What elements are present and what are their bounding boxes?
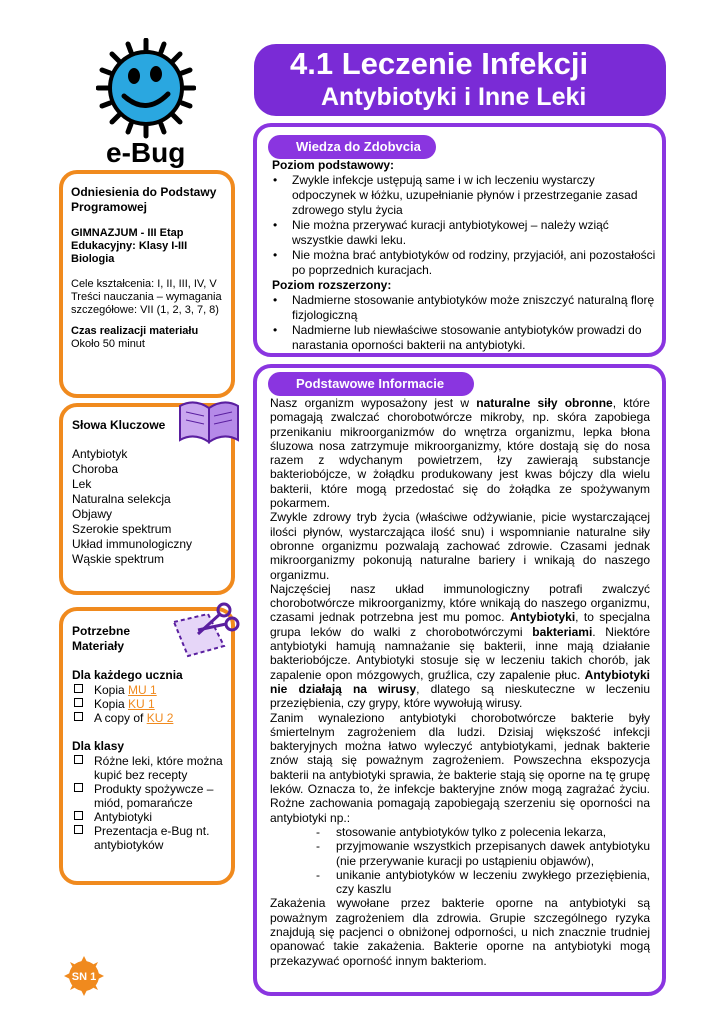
keyword-item: Objawy <box>72 507 113 521</box>
basic-level-label: Poziom podstawowy: <box>272 158 395 172</box>
basic-item: • Nie można brać antybiotyków od rodziny, przyjaciół, ani pozostałości po poprzednich kuracjach. <box>268 248 662 278</box>
class-item: Różne leki, które można kupić bez recepty <box>72 754 228 782</box>
dash-item: - stosowanie antybiotyków tylko z polecenia lekarza, <box>270 825 650 839</box>
info-paragraph: Zanim wynaleziono antybiotyki chorobotwórcze bakterie były śmiertelnym zagrożeniem dla ludzi. Dzisiaj większość infekcji bakteryjnych można łatwo wyleczyć antybiotykami, jednak bakterie znów stają się poważnym zagrożeniem. Powszechna ekspozycja bakterii na antybiotyki sprawia, że bakterie stają się oporne na tę grupę leków. Oznacza to, że infekcje bakteryjne znów mogą zagrażać życiu. Rożne zachowania pomagają zapobiegają szerzeniu się oporności na antybiotyki np.: <box>270 710 650 825</box>
checkbox-icon <box>74 783 83 792</box>
keyword-item: Choroba <box>72 462 119 476</box>
student-heading: Dla każdego ucznia <box>72 668 183 682</box>
ebug-sun-icon <box>96 38 196 168</box>
logo-text: e-Bug <box>106 137 186 168</box>
time-label: Czas realizacji materiału <box>71 325 199 337</box>
curriculum-requirements: Treści nauczania – wymagania szczegółowe: VII (1, 2, 3, 7, 8) <box>71 291 222 316</box>
page-title: 4.1 Leczenie Infekcji <box>290 46 589 81</box>
class-heading: Dla klasy <box>72 739 125 753</box>
student-item: A copy of KU 2 <box>72 711 228 725</box>
info-pill: Podstawowe Informacie <box>268 372 474 396</box>
link-ku2[interactable]: KU 2 <box>146 711 174 725</box>
info-paragraph: Zakażenia wywołane przez bakterie oporne na antybiotyki są poważnym zagrożeniem dla zdrowia. Grupie szczególnego ryzyka znajdują się pacjenci o obniżonej odporności, u nich znacznie trudniej opanować takie zakażenia. Bakterie oporne na antybiotyki mogą przekazywać oporność innym bakteriom. <box>270 896 650 968</box>
badge-label: SN 1 <box>71 971 97 983</box>
checkbox-icon <box>74 712 83 721</box>
info-content <box>270 396 650 968</box>
checkbox-icon <box>74 698 83 707</box>
curriculum-goals: Cele kształcenia: I, II, III, IV, V <box>71 278 217 290</box>
time-value: Około 50 minut <box>71 338 145 350</box>
advanced-item: • Nadmierne stosowanie antybiotyków może zniszczyć naturalną florę fizjologiczną <box>268 293 662 323</box>
page-subtitle: Antybiotyki i Inne Leki <box>321 83 587 111</box>
class-item: Produkty spożywcze – miód, pomarańcze <box>72 782 228 810</box>
info-paragraph: Najczęściej nasz układ immunologiczny potrafi zwalczyć chorobotwórcze mikroorganizmy, które wnikają do naszego organizmu, czasami jednak potrzebna jest mu pomoc. Antybiotyki, to specjalna grupa leków do walki z chorobotwórczymi bakteriami. Niektóre antybiotyki hamują namnażanie się bakterii, inne mają działanie bakteriobójcze. Antybiotyki stosuje się w leczeniu takich chorób, jak zapalenie opon mózgowych, gruźlica, czy zapalenie płuc. Antybiotyki nie działają na wirusy, dlatego są nieskuteczne w leczeniu przeziębienia, czy grypy, które wywołują wirusy. <box>270 581 650 711</box>
keyword-item: Układ immunologiczny <box>72 537 193 551</box>
info-paragraph: Zwykle zdrowy tryb życia (właściwe odżywianie, picie wystarczającej ilości płynów, wystarczająca ilość snu) i wspomnianie naturalne siły obronne organizmu pozwalają zachować zdrowie. Czasami jednak mikroorganizmy pokonują naturalne bariery i wnikają do naszego organizmu. <box>270 510 650 582</box>
keyword-item: Wąskie spektrum <box>72 552 165 566</box>
class-item: Antybiotyki <box>72 810 228 824</box>
checkbox-icon <box>74 684 83 693</box>
knowledge-pill: Wiedza do Zdobvcia <box>268 135 436 159</box>
ebug-logo <box>96 38 196 168</box>
basic-item: • Nie można przerywać kuracji antybiotykowej – należy wziąć wszystkie dawki leku. <box>268 218 662 248</box>
keywords-heading: Słowa Kluczowe <box>72 418 166 432</box>
keyword-item: Antybiotyk <box>72 447 128 461</box>
student-item: Kopia MU 1 <box>72 683 228 697</box>
link-mu1[interactable]: MU 1 <box>128 683 157 697</box>
info-paragraph: Nasz organizm wyposażony jest w naturalne siły obronne, które pomagają zwalczać chorobotwórcze mikroby, np. skóra zapobiega przenikaniu mikroorganizmów do wnętrza organizmu, lepka błona śluzowa nosa zatrzymuje mikroorganizmy, które dostają się do nosa razem z wdychanym powietrzem, łzy zawierają substancje bakteriobójcze, w żołądku produkowany jest kwas bójczy dla wielu bakterii, które mogą przedostać się do żołądka ze spożywanym pokarmem. <box>270 396 650 511</box>
student-item: Kopia KU 1 <box>72 697 228 711</box>
sn1-badge <box>64 956 104 996</box>
checkbox-icon <box>74 811 83 820</box>
curriculum-stage: GIMNAZJUM - III Etap Edukacyjny: Klasy I-III Biologia <box>71 227 188 265</box>
checkbox-icon <box>74 825 83 834</box>
basic-item: • Zwykle infekcje ustępują same i w ich leczeniu wystarczy odpoczynek w łóżku, uzupełnianie płynów i przestrzeganie zasad zdrowego stylu życia <box>268 173 662 218</box>
keyword-item: Szerokie spektrum <box>72 522 172 536</box>
link-ku1[interactable]: KU 1 <box>128 697 155 711</box>
dash-item: - przyjmowanie wszystkich przepisanych dawek antybiotyku (nie przerywanie kuracji po ustąpieniu objawów), <box>270 839 650 868</box>
dash-item: - unikanie antybiotyków w leczeniu zwykłego przeziębienia, czy kaszlu <box>270 868 650 897</box>
scissors-icon <box>168 600 240 660</box>
checkbox-icon <box>74 755 83 764</box>
keyword-item: Naturalna selekcja <box>72 492 171 506</box>
curriculum-content <box>71 185 227 351</box>
class-item: Prezentacja e-Bug nt. antybiotyków <box>72 824 228 852</box>
materials-heading: Potrzebne Materiały <box>72 624 131 653</box>
curriculum-heading: Odniesienia do Podstawy Programowej <box>71 185 217 214</box>
keyword-item: Lek <box>72 477 92 491</box>
book-icon <box>176 396 242 446</box>
advanced-item: • Nadmierne lub niewłaściwe stosowanie antybiotyków prowadzi do narastania oporności bakterii na antybiotyki. <box>268 323 662 353</box>
advanced-level-label: Poziom rozszerzony: <box>272 278 392 292</box>
knowledge-content <box>268 158 662 353</box>
